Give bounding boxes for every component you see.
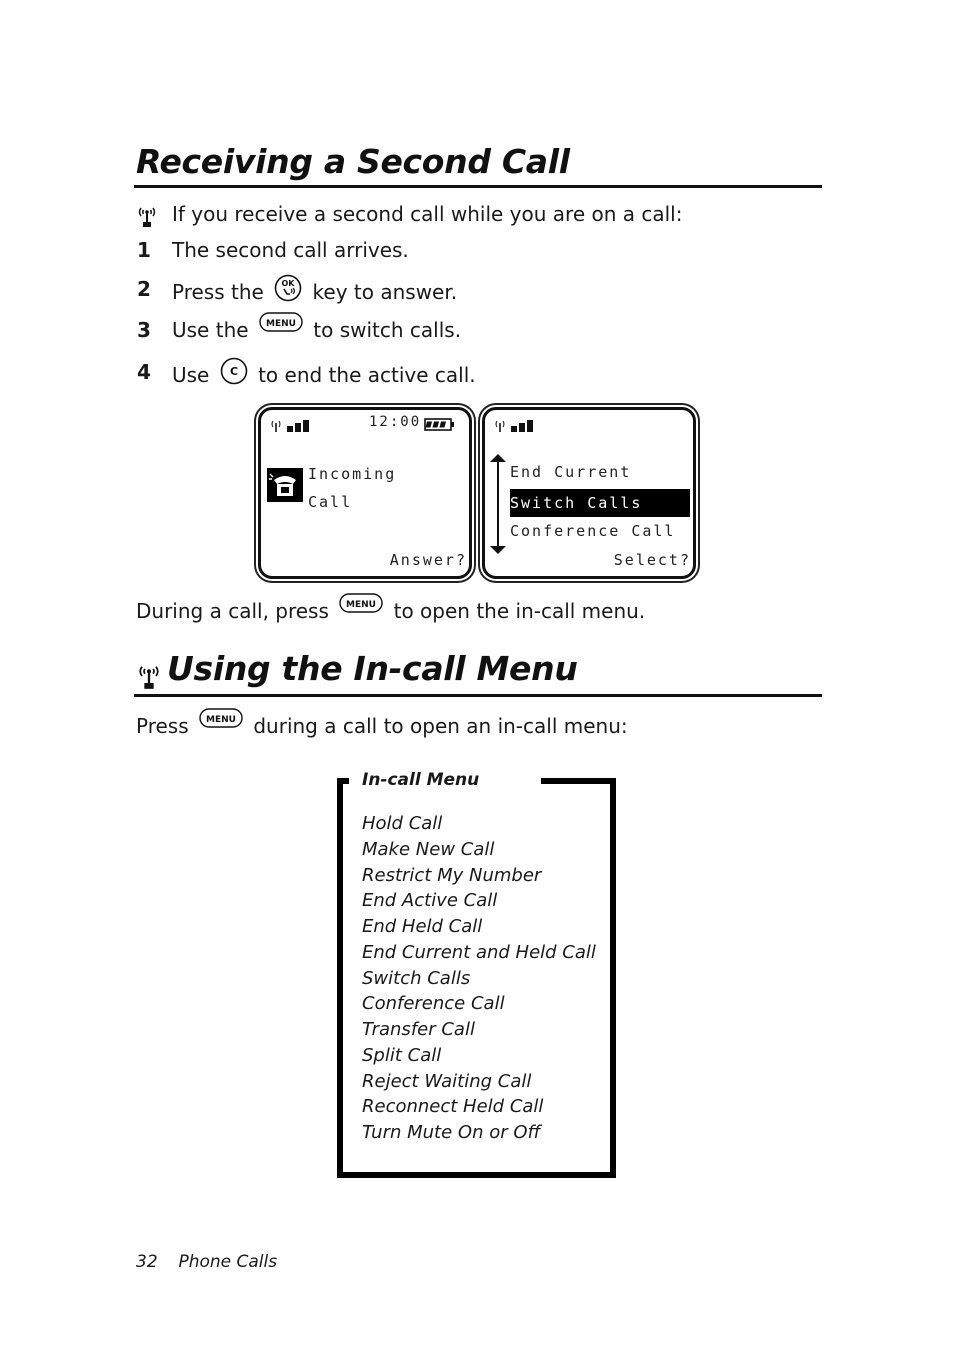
signal-strength-icon [271, 418, 321, 437]
step-number: 4 [137, 360, 151, 384]
incoming-line-2: Call [308, 493, 353, 511]
clear-key-label: C [229, 365, 238, 378]
phone-screen-menu [482, 407, 696, 579]
antenna-icon [137, 662, 161, 694]
menu-box-top-left-edge [337, 778, 349, 784]
menu-option-conference-call: Conference Call [510, 522, 676, 540]
phone-screen-incoming [258, 407, 472, 579]
menu-item-end-current-and-held-call: End Current and Held Call [362, 942, 596, 963]
softkey-select: Select? [613, 551, 691, 569]
incall-intro-text [136, 714, 628, 741]
footer-section-name: Phone Calls [178, 1252, 278, 1272]
step-text [172, 318, 461, 345]
title-rule [134, 185, 822, 188]
menu-item-split-call: Split Call [362, 1045, 442, 1066]
clear-key-icon [220, 357, 248, 390]
incall-intro-before: Press [136, 714, 189, 738]
menu-option-end-current: End Current [510, 463, 632, 481]
section-title-receiving: Receiving a Second Call [136, 142, 570, 181]
menu-key-label: MENU [206, 715, 236, 725]
menu-item-transfer-call: Transfer Call [362, 1019, 475, 1040]
menu-item-make-new-call: Make New Call [362, 839, 495, 860]
step-text-before: Use [172, 363, 210, 387]
step-number: 2 [137, 277, 151, 301]
intro-text: If you receive a second call while you are on a call: [172, 202, 683, 226]
menu-key-icon [339, 593, 383, 620]
step-text-after: key to answer. [312, 280, 458, 304]
menu-item-end-active-call: End Active Call [362, 890, 498, 911]
incoming-line-1: Incoming [308, 465, 397, 483]
battery-icon [424, 417, 456, 436]
menu-item-conference-call: Conference Call [362, 993, 505, 1014]
menu-key-icon [199, 708, 243, 735]
menu-key-icon [259, 312, 303, 339]
menu-item-reconnect-held-call: Reconnect Held Call [362, 1096, 544, 1117]
step-text: The second call arrives. [172, 238, 409, 262]
step-number: 1 [137, 238, 151, 262]
menu-key-label: MENU [265, 319, 296, 329]
step-text [172, 277, 457, 310]
section-title-incall-menu: Using the In-call Menu [167, 649, 578, 688]
menu-item-turn-mute-on-or-off: Turn Mute On or Off [362, 1122, 541, 1143]
menu-item-hold-call: Hold Call [362, 813, 443, 834]
scroll-arrows-icon [490, 454, 506, 558]
step-text-after: to switch calls. [313, 318, 462, 342]
softkey-answer: Answer? [389, 551, 467, 569]
clock-display: 12:00 [369, 414, 422, 430]
step-number: 3 [137, 318, 151, 342]
step-text-after: to end the active call. [258, 363, 476, 387]
ok-key-icon [274, 274, 302, 307]
menu-item-switch-calls: Switch Calls [362, 968, 471, 989]
menu-box-top-right-edge [541, 778, 616, 784]
menu-item-reject-waiting-call: Reject Waiting Call [362, 1071, 532, 1092]
page-number: 32 [136, 1252, 158, 1272]
menu-option-switch-calls-selected: Switch Calls [510, 489, 690, 517]
signal-strength-icon [495, 418, 545, 437]
title-rule [134, 694, 822, 697]
menu-item-restrict-my-number: Restrict My Number [362, 865, 542, 886]
during-call-text [136, 599, 645, 626]
phone-ringing-icon [267, 468, 303, 506]
step-text-before: Use the [172, 318, 249, 342]
antenna-icon [137, 204, 157, 232]
step-text-before: Press the [172, 280, 264, 304]
incall-menu-title: In-call Menu [362, 770, 480, 790]
ok-key-label: OK [281, 279, 295, 288]
step-text [172, 360, 476, 393]
page-footer [136, 1252, 277, 1272]
incall-intro-after: during a call to open an in-call menu: [253, 714, 628, 738]
menu-key-label: MENU [346, 600, 377, 610]
during-call-after: to open the in-call menu. [393, 599, 646, 623]
menu-item-end-held-call: End Held Call [362, 916, 483, 937]
during-call-before: During a call, press [136, 599, 329, 623]
